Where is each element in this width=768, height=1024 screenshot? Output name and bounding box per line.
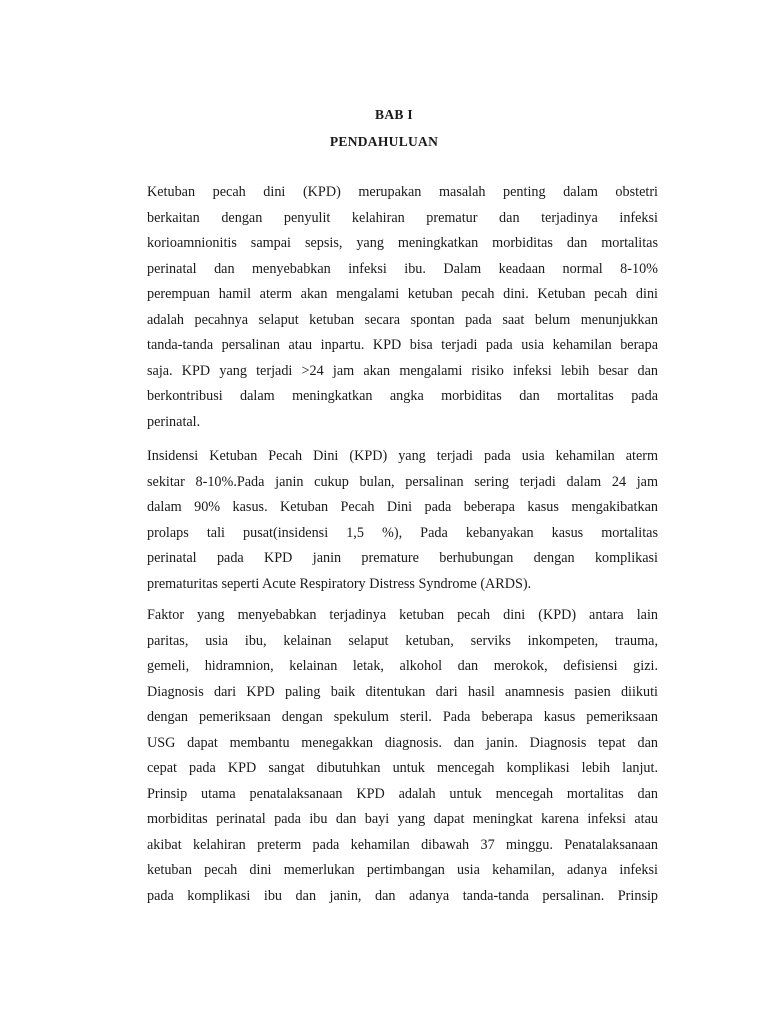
- text-line: pada komplikasi ibu dan janin, dan adanya tanda-tanda persalinan. Prinsip: [147, 887, 658, 904]
- text-line: Ketuban pecah dini (KPD) merupakan masalah penting dalam obstetri: [147, 184, 658, 200]
- paragraph-2: [147, 444, 658, 597]
- text-line: tanda-tanda persalinan atau inpartu. KPD bisa terjadi pada usia kehamilan berapa: [147, 337, 658, 353]
- text-line: berkontribusi dalam meningkatkan angka morbiditas dan mortalitas pada: [147, 388, 658, 404]
- text-line: morbiditas perinatal pada ibu dan bayi yang dapat meningkat karena infeksi atau: [147, 811, 658, 827]
- chapter-heading: BAB I: [375, 107, 413, 122]
- paragraph-3: [147, 603, 658, 909]
- text-line: Diagnosis dari KPD paling baik ditentukan dari hasil anamnesis pasien diikuti: [147, 683, 658, 700]
- text-line: perinatal pada KPD janin premature berhubungan dengan komplikasi: [147, 550, 658, 566]
- text-line: akibat kelahiran preterm pada kehamilan dibawah 37 minggu. Penatalaksanaan: [147, 836, 658, 853]
- text-line: Faktor yang menyebabkan terjadinya ketuban pecah dini (KPD) antara lain: [147, 607, 658, 623]
- text-line: paritas, usia ibu, kelainan selaput ketuban, serviks inkompeten, trauma,: [147, 632, 658, 649]
- text-line: perinatal dan menyebabkan infeksi ibu. Dalam keadaan normal 8-10%: [147, 260, 658, 277]
- paragraph-1: [147, 180, 658, 435]
- text-line: ketuban pecah dini memerlukan pertimbangan usia kehamilan, adanya infeksi: [147, 862, 658, 878]
- text-line: berkaitan dengan penyulit kelahiran prematur dan terjadinya infeksi: [147, 209, 658, 226]
- text-line: sekitar 8-10%.Pada janin cukup bulan, persalinan sering terjadi dalam 24 jam: [147, 473, 658, 490]
- text-line: saja. KPD yang terjadi >24 jam akan mengalami risiko infeksi lebih besar dan: [147, 362, 658, 379]
- text-line: gemeli, hidramnion, kelainan letak, alkohol dan merokok, defisiensi gizi.: [147, 658, 658, 674]
- text-line: adalah pecahnya selaput ketuban secara spontan pada saat belum menunjukkan: [147, 311, 658, 328]
- text-line: USG dapat membantu menegakkan diagnosis. dan janin. Diagnosis tepat dan: [147, 734, 658, 751]
- text-line: Prinsip utama penatalaksanaan KPD adalah untuk mencegah mortalitas dan: [147, 785, 658, 802]
- text-line: dengan pemeriksaan dengan spekulum steril. Pada beberapa kasus pemeriksaan: [147, 709, 658, 725]
- text-line: Insidensi Ketuban Pecah Dini (KPD) yang terjadi pada usia kehamilan aterm: [147, 448, 658, 464]
- text-line: perempuan hamil aterm akan mengalami ketuban pecah dini. Ketuban pecah dini: [147, 286, 658, 302]
- text-line: cepat pada KPD sangat dibutuhkan untuk mencegah komplikasi lebih lanjut.: [147, 760, 658, 776]
- text-line: perinatal.: [147, 413, 201, 430]
- text-line: dalam 90% kasus. Ketuban Pecah Dini pada beberapa kasus mengakibatkan: [147, 499, 658, 515]
- text-line: prolaps tali pusat(insidensi 1,5 %), Pada kebanyakan kasus mortalitas: [147, 524, 658, 541]
- chapter-title: PENDAHULUAN: [329, 134, 439, 149]
- text-line: korioamnionitis sampai sepsis, yang meningkatkan morbiditas dan mortalitas: [147, 235, 658, 251]
- text-line: prematuritas seperti Acute Respiratory Distress Syndrome (ARDS).: [147, 575, 532, 592]
